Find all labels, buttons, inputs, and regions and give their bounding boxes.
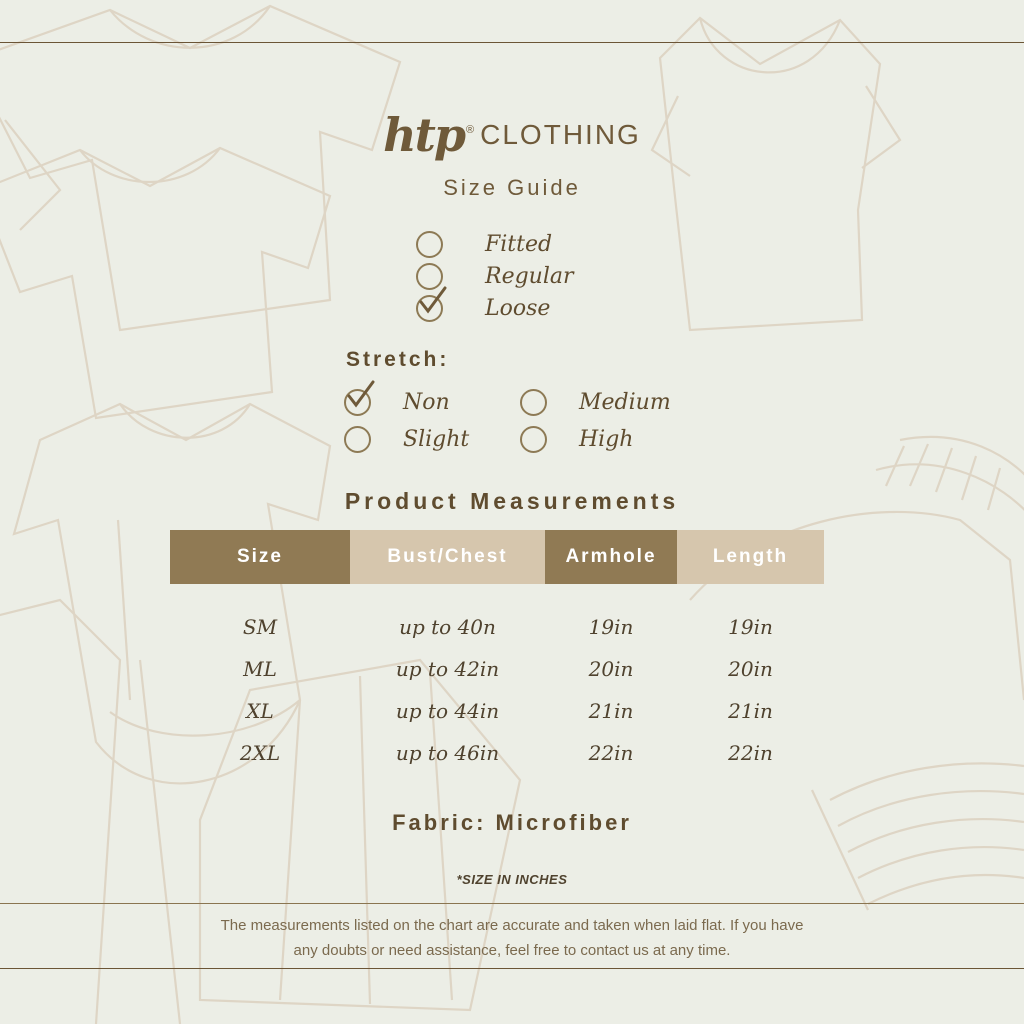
cell-bust-chest: up to 42in (395, 657, 500, 681)
stretch-option-non[interactable] (344, 389, 520, 416)
unit-note: *SIZE IN INCHES (456, 872, 568, 887)
registered-trademark-icon: ® (466, 124, 475, 137)
column-header-length: Length (677, 530, 824, 584)
cell-armhole: 22in (588, 741, 634, 765)
radio-circle-slight[interactable] (344, 426, 371, 453)
brand-word: CLOTHING (480, 119, 641, 150)
radio-circle-non[interactable] (344, 389, 371, 416)
table-row (170, 690, 824, 732)
measurements-heading: Product Measurements (344, 488, 680, 514)
stretch-option-high[interactable] (520, 426, 633, 453)
cell-size: 2XL (239, 741, 281, 765)
table-row (170, 732, 824, 774)
cell-size: XL (246, 699, 274, 723)
brand-mark: htp (383, 108, 465, 162)
fit-option-fitted[interactable] (0, 228, 1024, 260)
cell-bust-chest: up to 44in (395, 699, 500, 723)
fit-option-loose[interactable] (0, 292, 1024, 324)
stretch-label-non: Non (403, 390, 450, 415)
cell-bust-chest: up to 40n (399, 615, 496, 639)
radio-circle-loose[interactable] (416, 295, 443, 322)
stretch-option-medium[interactable] (520, 389, 671, 416)
stretch-label-medium: Medium (579, 390, 671, 415)
radio-circle-fitted[interactable] (416, 231, 443, 258)
brand-logo (0, 108, 1024, 162)
fit-label-loose: Loose (485, 295, 551, 321)
checkmark-icon (342, 378, 378, 414)
cell-length: 22in (728, 741, 773, 765)
fit-option-regular[interactable] (0, 260, 1024, 292)
column-header-armhole: Armhole (545, 530, 677, 584)
cell-length: 19in (728, 615, 773, 639)
table-header-row (170, 530, 824, 584)
fit-options-group (0, 228, 1024, 324)
page-title: Size Guide (443, 175, 581, 200)
checkmark-icon (414, 284, 450, 320)
cell-bust-chest: up to 46in (395, 741, 500, 765)
cell-armhole: 20in (588, 657, 634, 681)
footer-line-2: any doubts or need assistance, feel free to contact us at any time. (293, 942, 731, 959)
cell-length: 21in (728, 699, 773, 723)
radio-circle-medium[interactable] (520, 389, 547, 416)
cell-armhole: 19in (588, 615, 634, 639)
radio-circle-high[interactable] (520, 426, 547, 453)
table-row (170, 606, 824, 648)
column-header-bust-chest: Bust/Chest (350, 530, 545, 584)
fit-label-regular: Regular (485, 263, 574, 289)
stretch-label-slight: Slight (403, 427, 470, 452)
stretch-option-slight[interactable] (344, 426, 520, 453)
cell-armhole: 21in (588, 699, 634, 723)
cell-length: 20in (728, 657, 773, 681)
stretch-heading: Stretch: (346, 348, 450, 371)
footer-line-1: The measurements listed on the chart are accurate and taken when laid flat. If you have (220, 917, 804, 934)
stretch-label-high: High (579, 427, 634, 452)
table-row (170, 648, 824, 690)
cell-size: SM (242, 615, 278, 639)
stretch-options-group (344, 384, 764, 458)
footer-note (0, 913, 1024, 963)
column-header-size: Size (170, 530, 350, 584)
fabric-label: Fabric: Microfiber (392, 810, 632, 835)
measurements-table (170, 530, 824, 774)
cell-size: ML (243, 657, 277, 681)
fit-label-fitted: Fitted (485, 231, 553, 257)
